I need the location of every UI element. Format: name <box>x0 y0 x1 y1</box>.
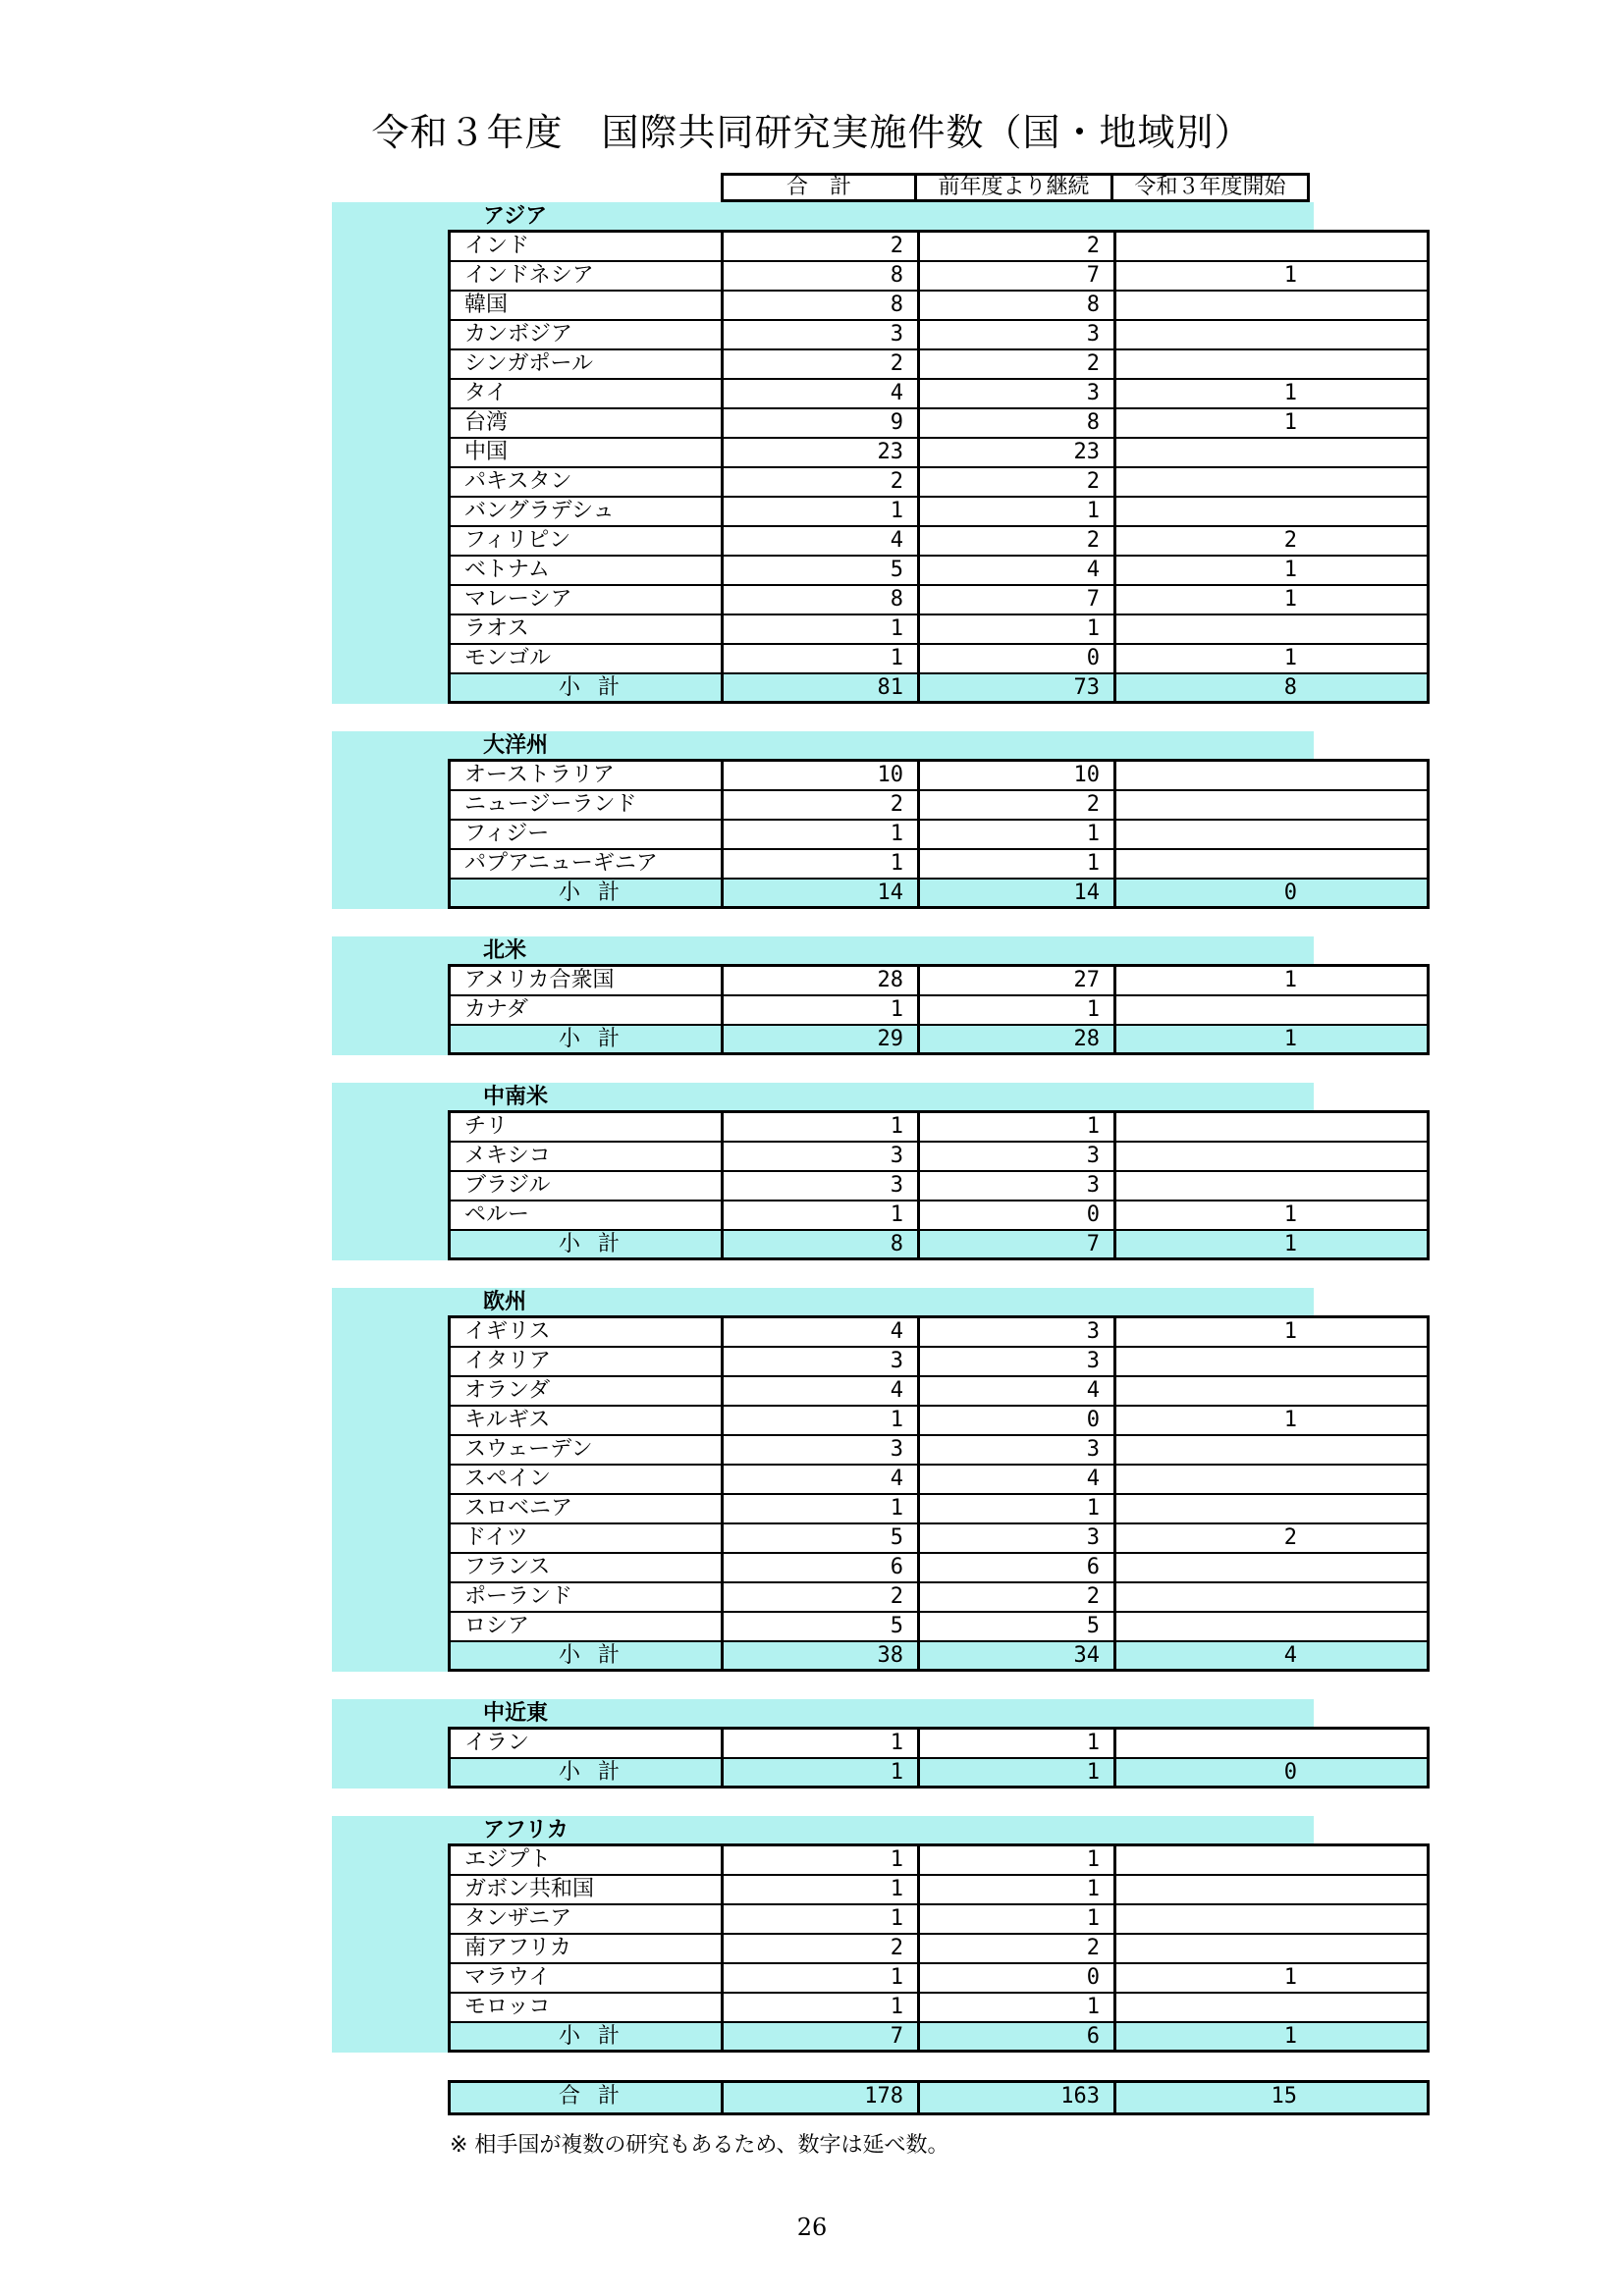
total-count: 1 <box>724 1994 920 2021</box>
continued-count: 3 <box>920 321 1116 348</box>
table-row <box>451 1583 1427 1613</box>
subtotal-row <box>451 880 1427 909</box>
region-rows <box>448 1315 1430 1672</box>
table-row <box>451 498 1427 527</box>
total-count: 1 <box>724 1113 920 1141</box>
table-row <box>451 1113 1427 1143</box>
table-row <box>451 439 1427 468</box>
country-name: バングラデシュ <box>451 498 724 525</box>
new-count <box>1116 1730 1311 1757</box>
table-row <box>451 1876 1427 1905</box>
total-count: 8 <box>724 586 920 614</box>
country-name: イギリス <box>451 1318 724 1346</box>
table-row <box>451 1613 1427 1642</box>
new-count <box>1116 615 1311 643</box>
subtotal-row <box>451 1026 1427 1055</box>
new-count <box>1116 996 1311 1024</box>
table-row <box>451 468 1427 498</box>
subtotal-new: 4 <box>1283 1643 1297 1668</box>
new-count <box>1116 1348 1311 1375</box>
region-group <box>332 202 1430 704</box>
continued-count: 8 <box>920 292 1116 319</box>
subtotal-label: 小計 <box>451 1759 724 1786</box>
country-name: イタリア <box>451 1348 724 1375</box>
region-side-band <box>332 1727 450 1789</box>
table-row <box>451 1318 1427 1348</box>
new-count <box>1116 1143 1311 1170</box>
country-name: エジプト <box>451 1846 724 1874</box>
region-name: 大洋州 <box>483 733 549 758</box>
total-count: 6 <box>724 1554 920 1581</box>
new-count <box>1116 821 1311 848</box>
new-count <box>1116 791 1311 819</box>
table-row <box>451 321 1427 350</box>
total-count: 4 <box>724 1318 920 1346</box>
total-count: 5 <box>724 1524 920 1552</box>
country-name: ラオス <box>451 615 724 643</box>
new-count <box>1116 1876 1311 1903</box>
total-count: 1 <box>724 1876 920 1903</box>
new-count: 1 <box>1283 558 1297 582</box>
table-row <box>451 850 1427 880</box>
new-count: 1 <box>1283 1319 1297 1344</box>
continued-count: 27 <box>920 967 1116 994</box>
continued-count: 3 <box>920 1348 1116 1375</box>
country-name: カンボジア <box>451 321 724 348</box>
country-name: ペルー <box>451 1201 724 1229</box>
country-name: フィジー <box>451 821 724 848</box>
total-count: 4 <box>724 380 920 407</box>
country-name: キルギス <box>451 1407 724 1434</box>
subtotal-row <box>451 1759 1427 1789</box>
table-row <box>451 1994 1427 2023</box>
total-count: 1 <box>724 1905 920 1933</box>
continued-count: 1 <box>920 1876 1116 1903</box>
new-count: 1 <box>1283 410 1297 435</box>
total-count: 9 <box>724 409 920 437</box>
total-count: 4 <box>724 527 920 555</box>
continued-count: 1 <box>920 1846 1116 1874</box>
country-name: ロシア <box>451 1613 724 1640</box>
continued-count: 1 <box>920 850 1116 878</box>
continued-count: 2 <box>920 233 1116 260</box>
new-count <box>1116 1583 1311 1611</box>
region-side-band <box>332 230 450 704</box>
new-count <box>1116 1846 1311 1874</box>
new-count <box>1116 1905 1311 1933</box>
subtotal-label: 小計 <box>451 674 724 701</box>
table-row <box>451 1407 1427 1436</box>
table-row <box>451 1436 1427 1466</box>
subtotal-row <box>451 2023 1427 2053</box>
table-row <box>451 557 1427 586</box>
region-name: 中南米 <box>483 1085 549 1109</box>
table-row <box>451 1846 1427 1876</box>
new-count: 1 <box>1283 1965 1297 1990</box>
subtotal-continued: 6 <box>920 2023 1116 2050</box>
continued-count: 1 <box>920 1730 1116 1757</box>
subtotal-new: 8 <box>1283 675 1297 700</box>
new-count <box>1116 1436 1311 1464</box>
region-rows <box>448 1110 1430 1260</box>
subtotal-new: 0 <box>1283 881 1297 905</box>
subtotal-new: 1 <box>1283 2024 1297 2049</box>
country-name: ブラジル <box>451 1172 724 1200</box>
table-row <box>451 1172 1427 1201</box>
country-name: オーストラリア <box>451 762 724 789</box>
region-side-band <box>332 1110 450 1260</box>
country-name: パプアニューギニア <box>451 850 724 878</box>
continued-count: 1 <box>920 1994 1116 2021</box>
total-count: 1 <box>724 821 920 848</box>
new-count <box>1116 292 1311 319</box>
new-count: 1 <box>1283 1202 1297 1227</box>
continued-count: 4 <box>920 1466 1116 1493</box>
country-name: パキスタン <box>451 468 724 496</box>
region-rows <box>448 1727 1430 1789</box>
region-groups <box>332 202 1430 2053</box>
new-count: 1 <box>1283 587 1297 612</box>
header-new: 令和３年度開始 <box>1110 173 1310 202</box>
table-row <box>451 615 1427 645</box>
continued-count: 2 <box>920 468 1116 496</box>
country-name: オランダ <box>451 1377 724 1405</box>
total-count: 2 <box>724 1935 920 1962</box>
total-count: 1 <box>724 850 920 878</box>
region-name: 中近東 <box>483 1701 549 1726</box>
continued-count: 2 <box>920 791 1116 819</box>
new-count <box>1116 350 1311 378</box>
region-group <box>332 1083 1430 1260</box>
region-side-band <box>332 1843 450 2053</box>
country-name: ポーランド <box>451 1583 724 1611</box>
total-count: 1 <box>724 1846 920 1874</box>
country-name: フィリピン <box>451 527 724 555</box>
table-row <box>451 1730 1427 1759</box>
total-count: 1 <box>724 615 920 643</box>
total-count: 4 <box>724 1377 920 1405</box>
total-count: 4 <box>724 1466 920 1493</box>
new-count <box>1116 1994 1311 2021</box>
total-count: 2 <box>724 233 920 260</box>
table-row <box>451 527 1427 557</box>
continued-count: 2 <box>920 350 1116 378</box>
table-row <box>451 1377 1427 1407</box>
table-row <box>451 350 1427 380</box>
subtotal-total: 8 <box>724 1231 920 1257</box>
subtotal-continued: 73 <box>920 674 1116 701</box>
country-name: 中国 <box>451 439 724 466</box>
country-name: カナダ <box>451 996 724 1024</box>
table-row <box>451 1935 1427 1964</box>
new-count: 2 <box>1283 528 1297 553</box>
continued-count: 4 <box>920 1377 1116 1405</box>
region-name: アフリカ <box>483 1818 568 1842</box>
region-group <box>332 1699 1430 1789</box>
subtotal-total: 14 <box>724 880 920 906</box>
subtotal-total: 81 <box>724 674 920 701</box>
continued-count: 1 <box>920 996 1116 1024</box>
subtotal-continued: 1 <box>920 1759 1116 1786</box>
country-name: スウェーデン <box>451 1436 724 1464</box>
continued-count: 1 <box>920 615 1116 643</box>
region-rows <box>448 964 1430 1055</box>
new-count <box>1116 1495 1311 1522</box>
page-number: 26 <box>796 2214 828 2241</box>
country-name: インドネシア <box>451 262 724 290</box>
table-row <box>451 1466 1427 1495</box>
subtotal-total: 38 <box>724 1642 920 1669</box>
table-row <box>451 791 1427 821</box>
subtotal-new: 0 <box>1283 1760 1297 1785</box>
country-name: モロッコ <box>451 1994 724 2021</box>
total-count: 1 <box>724 498 920 525</box>
country-name: マラウイ <box>451 1964 724 1992</box>
total-count: 2 <box>724 1583 920 1611</box>
continued-count: 6 <box>920 1554 1116 1581</box>
new-count: 1 <box>1283 968 1297 992</box>
new-count <box>1116 233 1311 260</box>
subtotal-label: 小計 <box>451 1231 724 1257</box>
table-row <box>451 262 1427 292</box>
continued-count: 1 <box>920 821 1116 848</box>
country-name: タンザニア <box>451 1905 724 1933</box>
continued-count: 2 <box>920 1935 1116 1962</box>
subtotal-continued: 34 <box>920 1642 1116 1669</box>
continued-count: 3 <box>920 1172 1116 1200</box>
total-count: 1 <box>724 996 920 1024</box>
region-name: 北米 <box>483 938 527 963</box>
country-name: 南アフリカ <box>451 1935 724 1962</box>
total-count: 5 <box>724 557 920 584</box>
table-row <box>451 586 1427 615</box>
new-count: 1 <box>1283 381 1297 405</box>
country-name: スペイン <box>451 1466 724 1493</box>
continued-count: 3 <box>920 1524 1116 1552</box>
region-side-band <box>332 964 450 1055</box>
continued-count: 3 <box>920 380 1116 407</box>
new-count <box>1116 1113 1311 1141</box>
continued-count: 4 <box>920 557 1116 584</box>
total-count: 2 <box>724 350 920 378</box>
country-name: アメリカ合衆国 <box>451 967 724 994</box>
header-total: 合 計 <box>721 173 917 202</box>
continued-count: 1 <box>920 498 1116 525</box>
total-count: 3 <box>724 1143 920 1170</box>
table-row <box>451 1964 1427 1994</box>
new-count <box>1116 1377 1311 1405</box>
continued-count: 1 <box>920 1905 1116 1933</box>
total-count: 3 <box>724 321 920 348</box>
new-count <box>1116 1935 1311 1962</box>
country-name: 台湾 <box>451 409 724 437</box>
total-count: 2 <box>724 791 920 819</box>
table-row <box>451 762 1427 791</box>
table-row <box>451 233 1427 262</box>
table-row <box>451 1348 1427 1377</box>
continued-count: 0 <box>920 1201 1116 1229</box>
header-continued: 前年度より継続 <box>914 173 1113 202</box>
country-name: モンゴル <box>451 645 724 672</box>
new-count <box>1116 1172 1311 1200</box>
table-row <box>451 1905 1427 1935</box>
country-name: インド <box>451 233 724 260</box>
page-title: 令和３年度 国際共同研究実施件数（国・地域別） <box>371 111 1253 154</box>
continued-count: 1 <box>920 1495 1116 1522</box>
region-group <box>332 1816 1430 2053</box>
continued-count: 0 <box>920 645 1116 672</box>
region-rows <box>448 1843 1430 2053</box>
new-count: 1 <box>1283 263 1297 288</box>
country-table <box>332 173 1430 2115</box>
new-count: 2 <box>1283 1525 1297 1550</box>
subtotal-total: 1 <box>724 1759 920 1786</box>
country-name: ニュージーランド <box>451 791 724 819</box>
subtotal-new: 1 <box>1283 1232 1297 1256</box>
country-name: ドイツ <box>451 1524 724 1552</box>
new-count <box>1116 850 1311 878</box>
total-count: 28 <box>724 967 920 994</box>
subtotal-continued: 28 <box>920 1026 1116 1052</box>
country-name: マレーシア <box>451 586 724 614</box>
region-rows <box>448 230 1430 704</box>
column-header-row <box>721 173 1430 202</box>
country-name: ガボン共和国 <box>451 1876 724 1903</box>
region-rows <box>448 759 1430 909</box>
continued-count: 0 <box>920 1964 1116 1992</box>
table-row <box>451 380 1427 409</box>
table-row <box>451 645 1427 674</box>
total-count: 23 <box>724 439 920 466</box>
total-count: 2 <box>724 468 920 496</box>
region-name: 欧州 <box>483 1290 527 1314</box>
total-count: 1 <box>724 1730 920 1757</box>
subtotal-continued: 7 <box>920 1231 1116 1257</box>
continued-count: 3 <box>920 1436 1116 1464</box>
region-group <box>332 731 1430 909</box>
country-name: メキシコ <box>451 1143 724 1170</box>
total-count: 3 <box>724 1172 920 1200</box>
continued-count: 2 <box>920 527 1116 555</box>
country-name: イラン <box>451 1730 724 1757</box>
subtotal-row <box>451 674 1427 704</box>
subtotal-label: 小計 <box>451 1026 724 1052</box>
continued-count: 7 <box>920 262 1116 290</box>
region-group <box>332 1288 1430 1672</box>
subtotal-label: 小計 <box>451 1642 724 1669</box>
country-name: 韓国 <box>451 292 724 319</box>
total-count: 3 <box>724 1436 920 1464</box>
new-count <box>1116 321 1311 348</box>
subtotal-continued: 14 <box>920 880 1116 906</box>
subtotal-total: 29 <box>724 1026 920 1052</box>
subtotal-row <box>451 1231 1427 1260</box>
country-name: シンガポール <box>451 350 724 378</box>
subtotal-new: 1 <box>1283 1027 1297 1051</box>
new-count <box>1116 762 1311 789</box>
grand-total-value: 178 <box>724 2083 920 2112</box>
total-count: 1 <box>724 645 920 672</box>
country-name: スロベニア <box>451 1495 724 1522</box>
total-count: 1 <box>724 1407 920 1434</box>
subtotal-label: 小計 <box>451 2023 724 2050</box>
new-count <box>1116 498 1311 525</box>
subtotal-row <box>451 1642 1427 1672</box>
grand-total-new: 15 <box>1271 2084 1297 2109</box>
new-count: 1 <box>1283 1408 1297 1432</box>
region-name: アジア <box>483 204 548 229</box>
total-count: 1 <box>724 1964 920 1992</box>
table-row <box>451 1554 1427 1583</box>
continued-count: 0 <box>920 1407 1116 1434</box>
total-count: 1 <box>724 1201 920 1229</box>
table-row <box>451 409 1427 439</box>
country-name: タイ <box>451 380 724 407</box>
total-count: 8 <box>724 292 920 319</box>
grand-total-continued: 163 <box>920 2083 1116 2112</box>
region-side-band <box>332 1315 450 1672</box>
region-group <box>332 936 1430 1055</box>
table-row <box>451 1524 1427 1554</box>
continued-count: 1 <box>920 1113 1116 1141</box>
footnote: ※ 相手国が複数の研究もあるため、数字は延べ数。 <box>450 2133 949 2158</box>
table-row <box>451 1143 1427 1172</box>
table-row <box>451 996 1427 1026</box>
continued-count: 10 <box>920 762 1116 789</box>
grand-total-label: 合計 <box>451 2083 724 2112</box>
table-row <box>451 1495 1427 1524</box>
total-count: 8 <box>724 262 920 290</box>
country-name: チリ <box>451 1113 724 1141</box>
total-count: 10 <box>724 762 920 789</box>
table-row <box>451 292 1427 321</box>
new-count: 1 <box>1283 646 1297 670</box>
table-row <box>451 821 1427 850</box>
continued-count: 8 <box>920 409 1116 437</box>
continued-count: 7 <box>920 586 1116 614</box>
continued-count: 3 <box>920 1143 1116 1170</box>
subtotal-total: 7 <box>724 2023 920 2050</box>
continued-count: 5 <box>920 1613 1116 1640</box>
total-count: 3 <box>724 1348 920 1375</box>
continued-count: 3 <box>920 1318 1116 1346</box>
total-count: 1 <box>724 1495 920 1522</box>
new-count <box>1116 1613 1311 1640</box>
country-name: フランス <box>451 1554 724 1581</box>
new-count <box>1116 439 1311 466</box>
region-side-band <box>332 759 450 909</box>
table-row <box>451 1201 1427 1231</box>
country-name: ベトナム <box>451 557 724 584</box>
continued-count: 23 <box>920 439 1116 466</box>
continued-count: 2 <box>920 1583 1116 1611</box>
grand-total-row <box>448 2080 1430 2115</box>
table-row <box>451 967 1427 996</box>
new-count <box>1116 468 1311 496</box>
subtotal-label: 小計 <box>451 880 724 906</box>
new-count <box>1116 1554 1311 1581</box>
total-count: 5 <box>724 1613 920 1640</box>
new-count <box>1116 1466 1311 1493</box>
